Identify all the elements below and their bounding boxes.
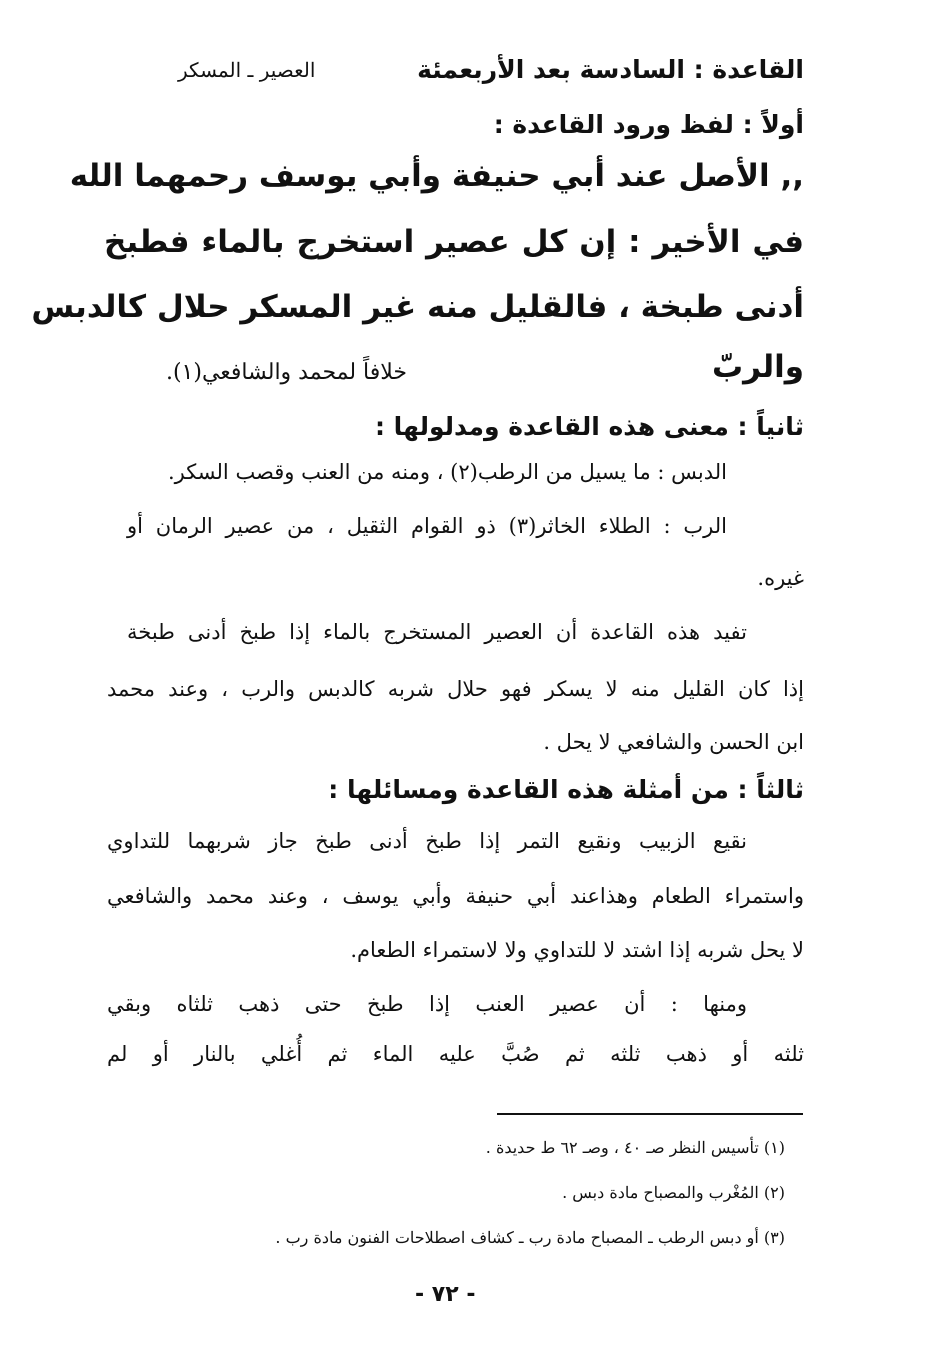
rule-text-tail: خلافاً لمحمد والشافعي(١). bbox=[165, 360, 407, 385]
footnote-separator bbox=[497, 1113, 803, 1115]
footnote: (٣) أو دبس الرطب ـ المصباح مادة رب ـ كشاف اصطلاحات الفنون مادة رب . bbox=[275, 1228, 785, 1247]
paragraph-line: إذا كان القليل منه لا يسكر فهو حلال شربه كالدبس والرب ، وعند محمد bbox=[107, 677, 804, 701]
paragraph-line: نقيع الزبيب ونقيع التمر إذا طبخ أدنى طبخ جاز شربهما للتداوي bbox=[107, 829, 747, 853]
page-number: - ٧٢ - bbox=[415, 1282, 476, 1307]
rule-text-line: ,, الأصل عند أبي حنيفة وأبي يوسف رحمهما الله bbox=[69, 158, 804, 194]
paragraph-line: واستمراء الطعام وهذاعند أبي حنيفة وأبي يوسف ، وعند محمد والشافعي bbox=[107, 884, 805, 908]
definition-line: غيره. bbox=[757, 566, 804, 590]
rule-title: القاعدة : السادسة بعد الأربعمئة bbox=[417, 55, 804, 84]
paragraph-line: لا يحل شربه إذا اشتد لا للتداوي ولا لاستمراء الطعام. bbox=[350, 938, 804, 962]
section-heading-meaning: ثانياً : معنى هذه القاعدة ومدلولها : bbox=[374, 412, 804, 441]
definition-line: الدبس : ما يسيل من الرطب(٢) ، ومنه من العنب وقصب السكر. bbox=[167, 460, 727, 484]
definition-line: الرب : الطلاء الخاثر(٣) ذو القوام الثقيل ، من عصير الرمان أو bbox=[127, 514, 727, 538]
paragraph-line: ومنها : أن عصير العنب إذا طبخ حتى ذهب ثلثاه وبقي bbox=[107, 992, 747, 1016]
footnote: (٢) المُغْرب والمصباح مادة دبس . bbox=[562, 1183, 785, 1202]
section-heading-wording: أولاً : لفظ ورود القاعدة : bbox=[493, 110, 804, 139]
rule-text-line: أدنى طبخة ، فالقليل منه غير المسكر حلال كالدبس bbox=[31, 289, 804, 325]
rule-subject: العصير ـ المسكر bbox=[178, 58, 316, 82]
footnote: (١) تأسيس النظر صـ ٤٠ ، وصـ ٦٢ ط حديدة . bbox=[485, 1138, 785, 1157]
rule-text-line: والربّ bbox=[712, 349, 804, 385]
paragraph-line: تفيد هذه القاعدة أن العصير المستخرج بالماء إذا طبخ أدنى طبخة bbox=[127, 620, 747, 644]
paragraph-line: ثلثه أو ذهب ثلثه ثم صُبَّ عليه الماء ثم أُغلي بالنار أو لم bbox=[107, 1042, 804, 1066]
section-heading-examples: ثالثاً : من أمثلة هذه القاعدة ومسائلها : bbox=[328, 775, 804, 804]
paragraph-line: ابن الحسن والشافعي لا يحل . bbox=[543, 730, 804, 754]
rule-text-line: في الأخير : إن كل عصير استخرج بالماء فطبخ bbox=[104, 224, 804, 260]
